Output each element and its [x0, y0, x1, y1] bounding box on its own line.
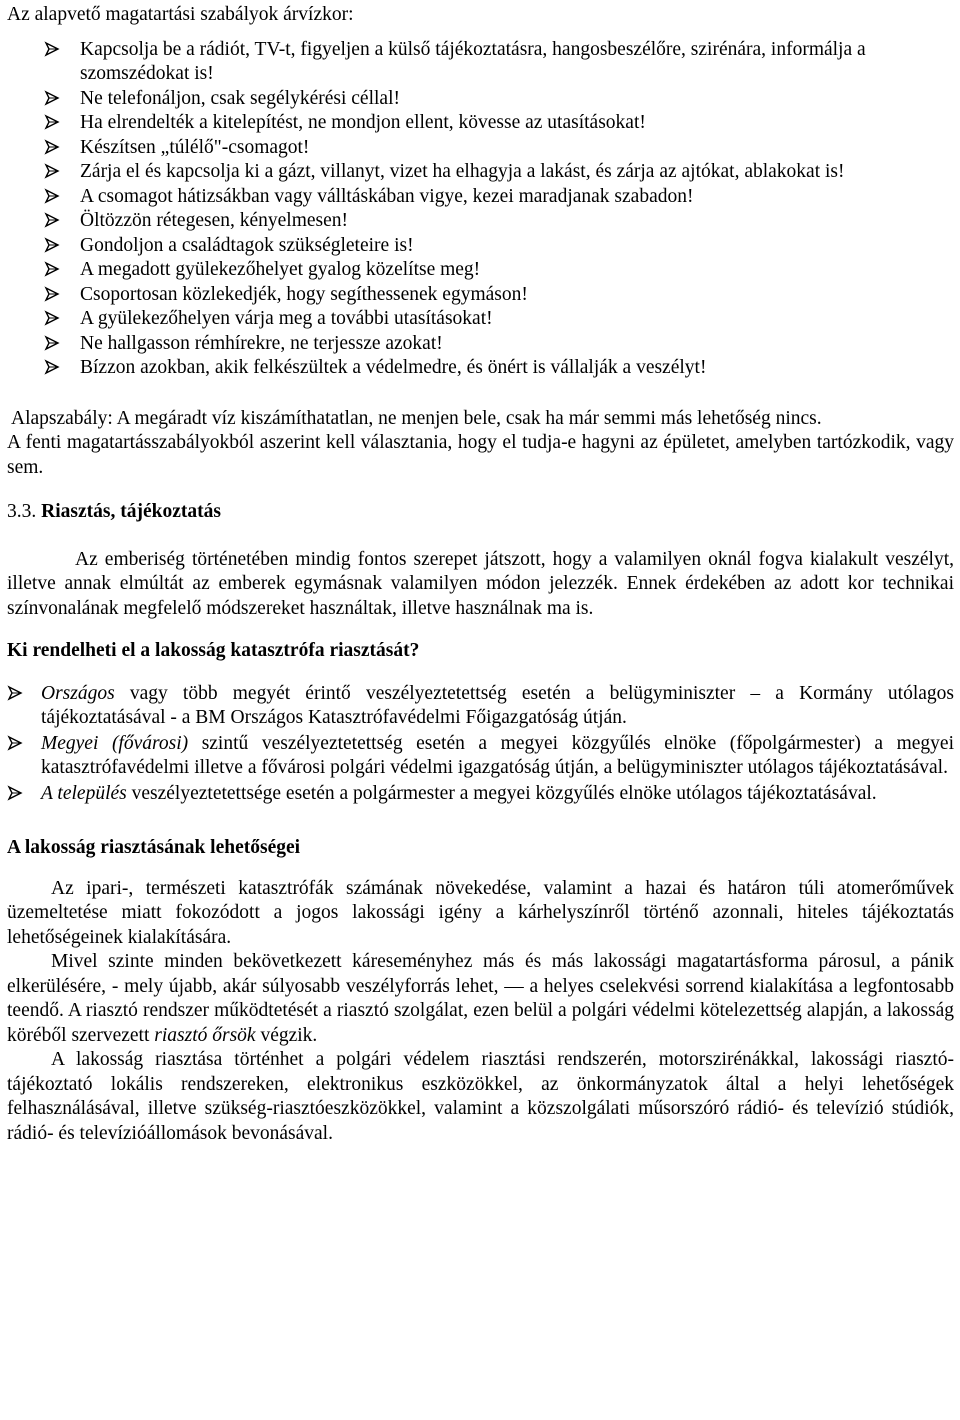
- alert-authority-list: [7, 682, 954, 807]
- arrow-bullet-icon: [44, 359, 62, 377]
- arrow-bullet-icon: [44, 163, 62, 181]
- list-item: [7, 136, 954, 161]
- arrow-bullet-icon: [44, 41, 62, 59]
- list-item: [7, 87, 954, 112]
- arrow-bullet-icon: [7, 685, 25, 703]
- list-item: [7, 332, 954, 357]
- options-paragraph-1: Az ipari-, természeti katasztrófák számának növekedése, valamint a hazai és határon túli atomerőművek üzemeltetése miatt fokozódott a jogos lakossági igény a kárhelyszínről történő azonnali, hiteles tájékoztatás lehetőségeinek kialakítására.: [7, 877, 954, 948]
- list-item: [7, 782, 954, 807]
- list-item-text: Bízzon azokban, akik felkészültek a védelmedre, és önért is vállalják a veszélyt!: [80, 357, 707, 378]
- arrow-bullet-icon: [7, 785, 25, 803]
- options-paragraph-3: A lakosság riasztása történhet a polgári védelem riasztási rendszerén, motorszirénákkal, lakossági riasztó-tájékoztató lokális rendszereken, elektronikus eszközökkel, az önkormányzatok által a helyi lehetőségek felhasználásával, illetve szükség-riasztóeszközökkel, valamint a közszolgálati műsorszóró rádió- és televízió stúdiók, rádió- és televízióállomások bevonásával.: [7, 1049, 954, 1144]
- list-item-text: Gondoljon a családtagok szükségleteire is!: [80, 234, 414, 256]
- alert-level: A település: [41, 782, 127, 804]
- list-item-text: A csomagot hátizsákban vagy válltáskában vigye, kezei maradjanak szabadon!: [80, 185, 694, 207]
- section-heading: [7, 500, 954, 525]
- list-item-text: Ha elrendelték a kitelepítést, ne mondjon ellent, kövesse az utasításokat!: [80, 112, 646, 133]
- section-number: 3.3.: [7, 501, 37, 522]
- list-item-text: Kapcsolja be a rádiót, TV-t, figyeljen a külső tájékoztatásra, hangosbeszélőre, szirénára, informálja a szomszédokat is!: [80, 38, 866, 84]
- arrow-bullet-icon: [7, 735, 25, 753]
- list-item-text: Zárja el és kapcsolja ki a gázt, villanyt, vizet ha elhagyja a lakást, és zárja az ajtókat, ablakokat is!: [80, 161, 845, 182]
- arrow-bullet-icon: [44, 237, 62, 255]
- list-item-text: Csoportosan közlekedjék, hogy segíthessenek egymáson!: [80, 283, 528, 305]
- list-item-text: Ne telefonáljon, csak segélykérési céllal!: [80, 87, 400, 109]
- list-item: [7, 160, 954, 185]
- options-heading: A lakosság riasztásának lehetőségei: [7, 837, 301, 858]
- options-p2-emphasis: riasztó őrsök: [154, 1024, 256, 1046]
- alert-description: szintű veszélyeztetettség esetén a megyei közgyűlés elnöke (főpolgármester) a megyei katasztrófavédelmi illetve a fővárosi polgári védelmi igazgatóság útján, a belügyminiszter utólagos tájékoztatásával.: [41, 732, 954, 778]
- arrow-bullet-icon: [44, 310, 62, 328]
- list-item: [7, 307, 954, 332]
- arrow-bullet-icon: [44, 335, 62, 353]
- alert-description: vagy több megyét érintő veszélyeztetettség esetén a belügyminiszter – a Kormány utólagos tájékoztatásával - a BM Országos Katasztrófavédelmi Főigazgatóság útján.: [41, 682, 954, 728]
- options-paragraph-2: [7, 950, 954, 1048]
- question-heading: Ki rendelheti el a lakosság katasztrófa riasztását?: [7, 640, 420, 661]
- list-item: [7, 356, 954, 381]
- intro-title: Az alapvető magatartási szabályok árvízkor:: [7, 4, 354, 25]
- arrow-bullet-icon: [44, 261, 62, 279]
- arrow-bullet-icon: [44, 286, 62, 304]
- section-title: Riasztás, tájékoztatás: [41, 501, 221, 522]
- list-item: [7, 38, 954, 87]
- arrow-bullet-icon: [44, 188, 62, 206]
- list-item-text: Öltözzön rétegesen, kényelmesen!: [80, 210, 349, 231]
- alert-description: veszélyeztetettsége esetén a polgármester a megyei közgyűlés elnöke utólagos tájékoztatásával.: [126, 782, 877, 804]
- list-item-text: A gyülekezőhelyen várja meg a további utasításokat!: [80, 308, 493, 329]
- list-item: [7, 258, 954, 283]
- options-p2-text-a: Mivel szinte minden bekövetkezett káreseményhez más és más lakossági magatartásforma párosul, a pánik elkerülésére, - mely újabb, akár súlyosabb veszélyforrás lehet, — a helyes cselekvési sorrend kialakítása a legfontosabb teendő. A riasztó rendszer működtetését a riasztó szolgálat, ezen belül a polgári védelmi kötelezettség alapján, a lakosság köréből szervezett: [7, 951, 954, 1046]
- list-item-text: Készítsen „túlélő"-csomagot!: [80, 136, 310, 158]
- basic-rule: [7, 407, 954, 481]
- list-item-text: Ne hallgasson rémhírekre, ne terjessze azokat!: [80, 332, 443, 354]
- flood-rules-list: [7, 38, 954, 381]
- list-item: [7, 682, 954, 731]
- list-item: [7, 234, 954, 259]
- basic-rule-text: Alapszabály: A megáradt víz kiszámíthatatlan, ne menjen bele, csak ha már semmi más lehetőség nincs.: [11, 407, 822, 429]
- alert-level: Országos: [41, 682, 115, 704]
- list-item-text: A megadott gyülekezőhelyet gyalog közelítse meg!: [80, 259, 481, 280]
- list-item: [7, 185, 954, 210]
- history-paragraph: Az emberiség történetében mindig fontos szerepet játszott, hogy a valamilyen oknál fogva kialakult veszélyt, illetve annak elmúltát az emberek egymásnak valamilyen módon jelezzék. Ennek érdekében az adott kor technikai színvonalának megfelelő módszereket használtak, illetve használnak ma is.: [7, 548, 954, 619]
- arrow-bullet-icon: [44, 212, 62, 230]
- arrow-bullet-icon: [44, 90, 62, 108]
- list-item: [7, 732, 954, 781]
- arrow-bullet-icon: [44, 114, 62, 132]
- list-item: [7, 283, 954, 308]
- arrow-bullet-icon: [44, 139, 62, 157]
- list-item: [7, 209, 954, 234]
- list-item: [7, 111, 954, 136]
- alert-level: Megyei (fővárosi): [41, 732, 189, 754]
- decision-text: A fenti magatartásszabályokból aszerint kell választania, hogy el tudja-e hagyni az épületet, amelyben tartózkodik, vagy sem.: [7, 432, 954, 478]
- options-p2-text-b: végzik.: [255, 1024, 318, 1046]
